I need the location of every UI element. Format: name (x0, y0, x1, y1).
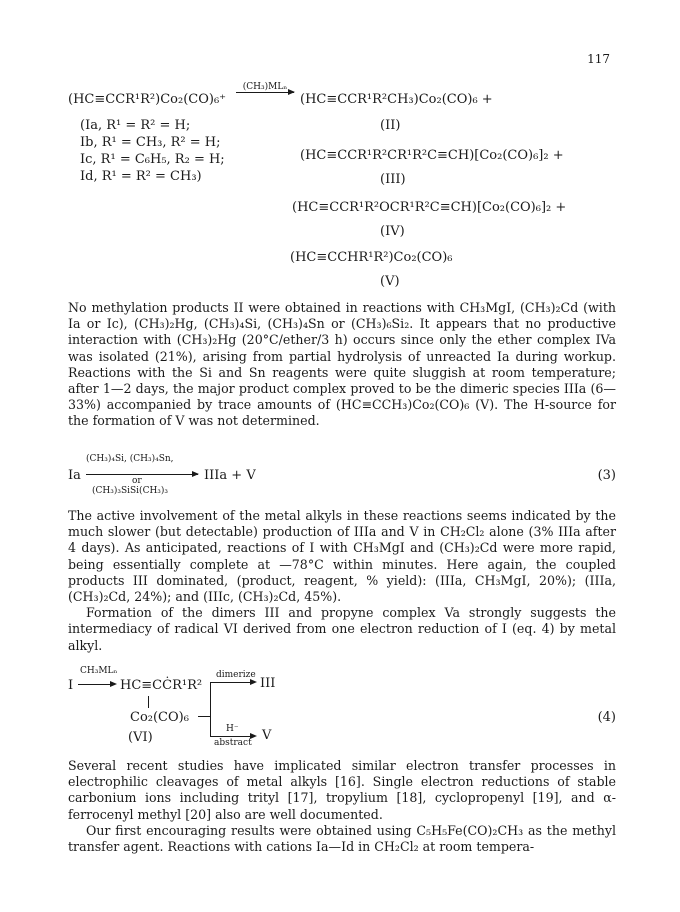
page-number: 117 (587, 52, 610, 66)
label-iv: (IV) (380, 224, 405, 239)
reaction-scheme (68, 80, 628, 290)
eq3-or: or (132, 476, 142, 486)
label-iii: (III) (380, 172, 406, 187)
eq4-left: I (68, 678, 74, 693)
eq4-arrow-line (78, 684, 114, 685)
arrow-icon (110, 681, 117, 687)
eq4-label: (VI) (128, 730, 153, 745)
equation-4 (68, 666, 616, 746)
paragraph-1 (68, 300, 616, 430)
product-ii-formula: (HC≡CCR¹R²CH₃)Co₂(CO)₆ + (300, 92, 493, 107)
paragraph-text: Our first encouraging results were obtained using C₅H₅Fe(CO)₂CH₃ as the methyl transfer agent. Reactions with cations Ia—Id in CH₂Cl₂ at room tempera- (68, 822, 616, 855)
eq4-connector (198, 716, 210, 717)
scheme-arrow (236, 82, 294, 93)
eq3-left: Ia (68, 468, 81, 483)
paragraph-2 (68, 508, 616, 654)
compound-definition: (Ia, R¹ = R² = H; (80, 118, 191, 133)
eq3-number: (3) (597, 468, 616, 483)
eq4-bracket (210, 682, 211, 736)
paragraph-text: No methylation products II were obtained in reactions with CH₃MgI, (CH₃)₂Cd (with Ia or Ic), (CH₃)₂Hg, (CH₃)₄Si, (CH₃)₄Sn or (CH₃)₆Si₂. It appears that no productive interaction with (CH₃)₂Hg (20°C/ether/3 h) occurs since only the ether complex IVa was isolated (21%), arising from partial hydrolysis of unreacted Ia during workup. Reactions with the Si and Sn reagents were quite sluggish at room temperature; after 1—2 days, the major product complex proved to be the dimeric species IIIa (6—33%) accompanied by trace amounts of (HC≡CCH₃)Co₂(CO)₆ (V). The H-source for the formation of V was not determined. (68, 300, 616, 429)
eq4-over: CH₃MLₙ (80, 666, 118, 676)
product-iv-formula: (HC≡CCR¹R²OCR¹R²C≡CH)[Co₂(CO)₆]₂ + (292, 200, 567, 215)
compound-definition: Ic, R¹ = C₆H₅, R₂ = H; (80, 152, 225, 167)
product-iii-formula: (HC≡CCR¹R²CR¹R²C≡CH)[Co₂(CO)₆]₂ + (300, 148, 564, 163)
compound-definition: Ib, R¹ = CH₃, R² = H; (80, 135, 221, 150)
label-ii: (II) (380, 118, 401, 133)
label-v: (V) (380, 274, 400, 289)
paragraph-text: Formation of the dimers III and propyne complex Va strongly suggests the intermediacy of radical VI derived from one electron reduction of I (eq. 4) by metal alkyl. (68, 605, 616, 653)
eq4-number: (4) (597, 710, 616, 725)
eq4-product-top: III (260, 676, 276, 691)
eq3-right: IIIa + V (204, 468, 256, 483)
arrow-icon (192, 471, 199, 477)
reactant-formula: (HC≡CCR¹R²)Co₂(CO)₆⁺ (68, 92, 227, 107)
eq4-co: Co₂(CO)₆ (130, 710, 189, 725)
arrow-icon (236, 92, 294, 93)
eq3-under: (CH₃)₃SiSi(CH₃)₃ (92, 486, 169, 496)
paragraph-text: Several recent studies have implicated similar electron transfer processes in electrophilic cleavages of metal alkyls [16]. Single electron reductions of stable carbonium ions including trityl [17], tropylium [18], cyclopropenyl [19], and α-ferrocenyl methyl [20] also are well documented. (68, 758, 616, 822)
paragraph-4 (68, 758, 616, 855)
scheme-arrow-reagent: (CH₃)MLₙ (242, 82, 288, 92)
eq4-radical: HC≡CĊR¹R² (120, 678, 203, 693)
eq3-over: (CH₃)₄Si, (CH₃)₄Sn, (86, 454, 174, 464)
eq4-dimerize: dimerize (216, 670, 256, 680)
eq4-bottom-arrow (210, 736, 254, 737)
product-v-formula: (HC≡CCHR¹R²)Co₂(CO)₆ (290, 250, 453, 265)
eq4-top-arrow (210, 682, 254, 683)
eq4-product-bottom: V (262, 728, 272, 743)
eq3-arrow-line (86, 474, 198, 475)
eq4-bond (148, 696, 149, 708)
equation-3 (68, 454, 616, 498)
compound-definition: Id, R¹ = R² = CH₃) (80, 169, 202, 184)
paragraph-text: The active involvement of the metal alkyls in these reactions seems indicated by the much slower (but detectable) production of IIIa and V in CH₂Cl₂ alone (3% IIIa after 4 days). As anticipated, reactions of I with CH₃MgI and (CH₃)₂Cd were more rapid, being essentially complete at —78°C within minutes. Here again, the coupled products III dominated, (product, reagent, % yield): (IIIa, CH₃MgI, 20%); (IIIa, (CH₃)₂Cd, 24%); and (IIIc, (CH₃)₂Cd, 45%). (68, 508, 616, 605)
eq4-h-minus: H⁻ (226, 724, 239, 734)
eq4-abstract: abstract (214, 738, 252, 748)
